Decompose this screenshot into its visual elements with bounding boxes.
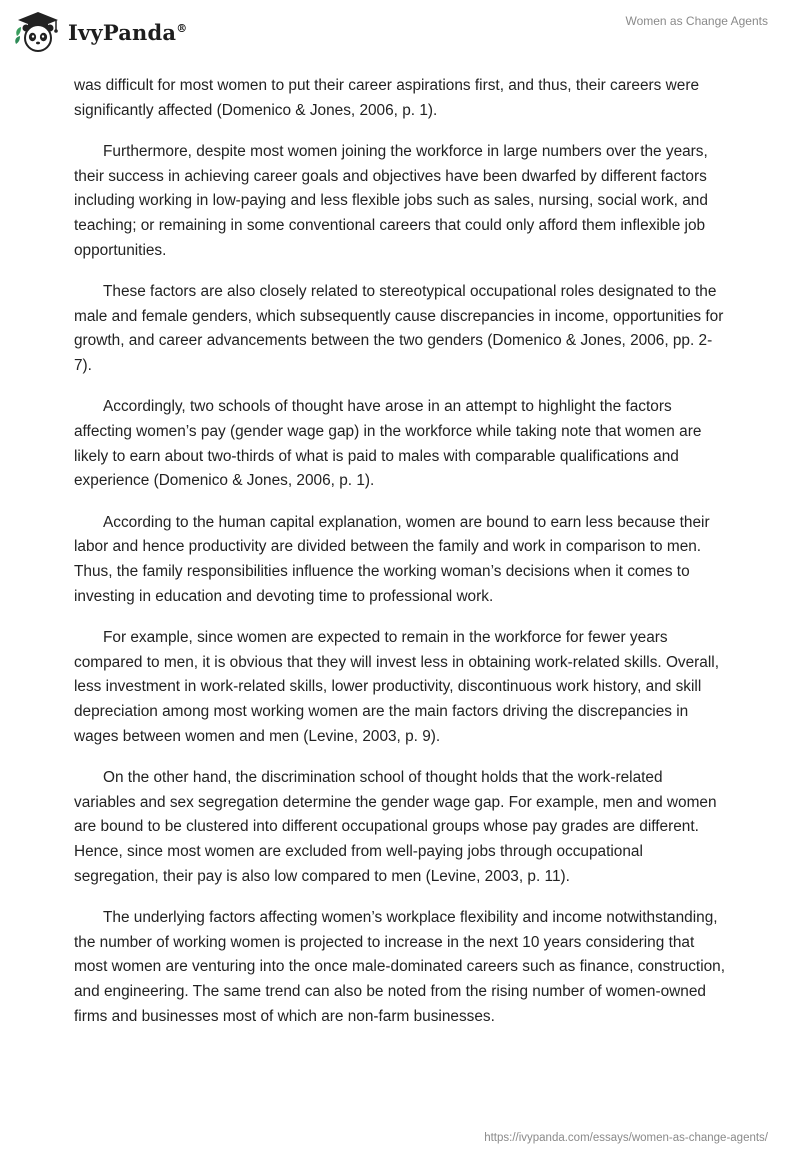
brand-logo[interactable] [14,8,187,56]
paragraph: The underlying factors affecting women’s workplace flexibility and income notwithstanding, the number of working women is projected to increase in the next 10 years considering that most women are venturing into the once male-dominated careers such as finance, construction, and engineering. The same trend can also be noted from the rising number of women-owned firms and businesses most of which are non-farm businesses. [74,908,726,1025]
panda-logo-icon [14,10,62,54]
paragraph: These factors are also closely related to stereotypical occupational roles designated to the male and female genders, which subsequently cause discrepancies in income, opportunities for growth, and career advancements between the two genders (Domenico & Jones, 2006, pp. 2-7). [74,282,724,375]
paragraph: For example, since women are expected to remain in the workforce for fewer years compared to men, it is obvious that they will invest less in obtaining work-related skills. Overall, less investment in work-related skills, lower productivity, discontinuous work history, and skill depreciation among most working women are the main factors driving the discrepancies in wages between women and men (Levine, 2003, p. 9). [74,628,719,745]
source-url[interactable]: https://ivypanda.com/essays/women-as-change-agents/ [484,1132,768,1144]
paragraph: was difficult for most women to put their career aspirations first, and thus, their careers were significantly affected (Domenico & Jones, 2006, p. 1). [74,77,700,119]
brand-name: IvyPanda® [68,19,188,45]
essay-body [74,74,726,1046]
document-title: Women as Change Agents [625,14,768,28]
paragraph: Furthermore, despite most women joining the workforce in large numbers over the years, their success in achieving career goals and objectives have been dwarfed by different factors including working in low-paying and less flexible jobs such as sales, nursing, social work, and teaching; or remaining in some conventional careers that could only afford them inflexible job opportunities. [74,142,708,259]
paragraph: On the other hand, the discrimination school of thought holds that the work-related variables and sex segregation determine the gender wage gap. For example, men and women are bound to be clustered into different occupational groups whose pay grades are different. Hence, since most women are excluded from well-paying jobs through occupational segregation, their pay is also low compared to men (Levine, 2003, p. 11). [74,768,717,885]
page-header [0,0,800,64]
registered-mark: ® [176,21,188,35]
paragraph: According to the human capital explanation, women are bound to earn less because their labor and hence productivity are divided between the family and work in comparison to men. Thus, the family responsibilities influence the working woman’s decisions when it comes to investing in education and devoting time to professional work. [74,513,710,605]
paragraph: Accordingly, two schools of thought have arose in an attempt to highlight the factors affecting women’s pay (gender wage gap) in the workforce while taking note that women are likely to earn about two-thirds of what is paid to males with comparable qualifications and experience (Domenico & Jones, 2006, p. 1). [74,398,702,490]
